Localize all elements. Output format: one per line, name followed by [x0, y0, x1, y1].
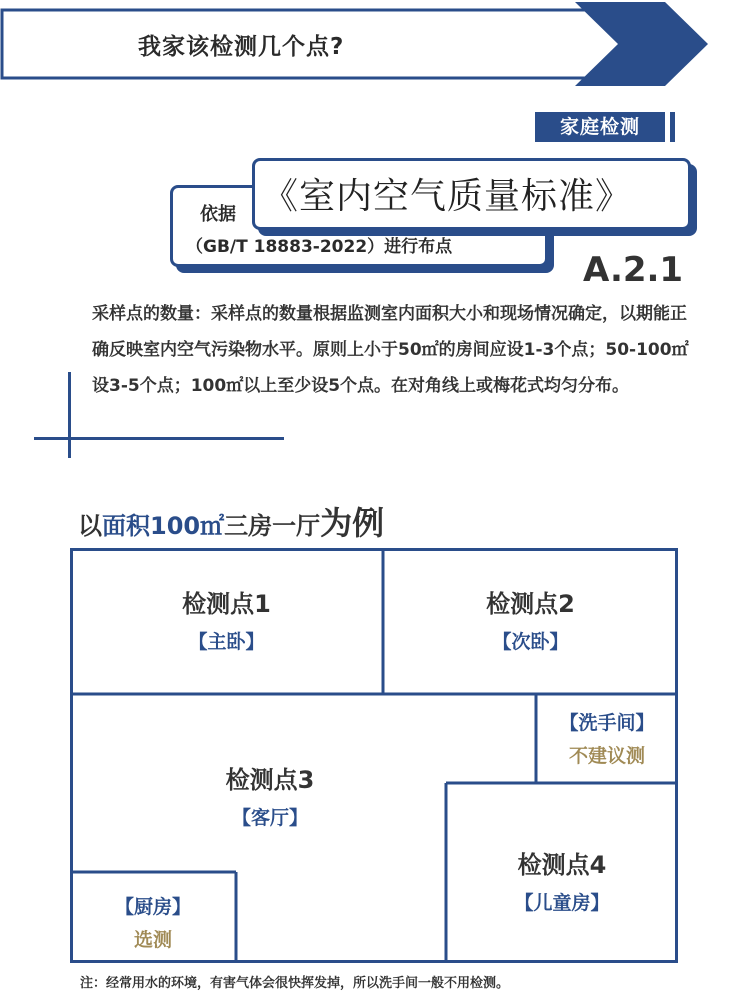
room-second-point: 检测点2	[486, 590, 575, 618]
room-bath-label: 【洗手间】	[559, 712, 655, 734]
tag-accent-bar	[670, 112, 675, 142]
example-rooms: 三房一厅	[224, 512, 321, 540]
footnote: 注：经常用水的环境，有害气体会很快挥发掉，所以洗手间一般不用检测。	[80, 976, 510, 991]
room-kitchen-label: 【厨房】	[114, 896, 191, 918]
room-child-label: 【儿童房】	[514, 892, 610, 914]
room-kitchen-note: 选测	[133, 929, 172, 951]
room-second-label: 【次卧】	[492, 631, 569, 653]
example-prefix: 以	[78, 512, 102, 540]
standard-title: 《室内空气质量标准》	[262, 176, 633, 217]
room-master-label: 【主卧】	[188, 631, 265, 653]
category-tag: 家庭检测	[535, 112, 665, 142]
sampling-description: 采样点的数量：采样点的数量根据监测室内面积大小和现场情况确定，以期能正确反映室内空气污染物水平。原则上小于50㎡的房间应设1-3个点；50-100㎡设3-5个点；100㎡以上至少设5个点。在对角线上或梅花式均匀分布。	[92, 304, 689, 396]
standard-basis-label: 依据	[200, 204, 236, 225]
example-suffix: 为例	[320, 504, 385, 542]
room-living-room	[160, 760, 380, 830]
example-heading	[78, 498, 384, 544]
standard-code: （GB/T 18883-2022）进行布点	[186, 237, 453, 257]
room-living-label: 【客厅】	[231, 807, 308, 829]
room-master-bedroom	[70, 584, 383, 654]
room-bathroom	[536, 708, 678, 768]
decor-line-horizontal	[34, 437, 284, 440]
room-child-point: 检测点4	[517, 851, 607, 879]
decor-line-vertical	[68, 372, 71, 458]
section-code: A.2.1	[583, 250, 684, 290]
room-child-room	[446, 845, 678, 915]
room-master-point: 检测点1	[182, 590, 271, 618]
room-living-point: 检测点3	[225, 766, 315, 794]
example-area: 面积100㎡	[102, 512, 225, 540]
room-kitchen	[70, 892, 236, 952]
room-second-bedroom	[383, 584, 678, 654]
page-title: 我家该检测几个点?	[138, 34, 345, 60]
room-bath-note: 不建议测	[568, 745, 645, 767]
header-banner	[0, 0, 750, 90]
